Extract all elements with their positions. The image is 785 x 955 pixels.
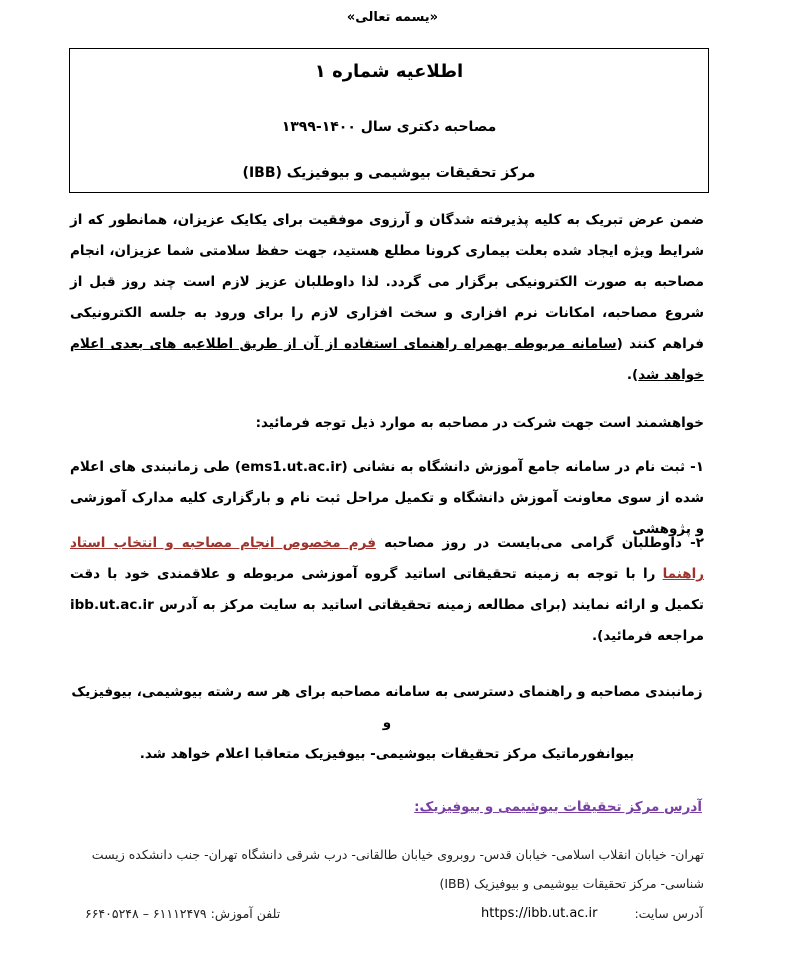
schedule-line-1: زمانبندی مصاحبه و راهنمای دسترسی به سامانه مصاحبه برای هر سه رشته بیوشیمی، بیوفیزیک و	[71, 684, 703, 731]
intro-paragraph	[70, 205, 704, 391]
center-name: مرکز تحقیقات بیوشیمی و بیوفیزیک (IBB)	[242, 165, 536, 181]
item-2	[70, 528, 704, 652]
notice-title: اطلاعیه شماره ۱	[314, 61, 464, 82]
notice-subtitle: مصاحبه دکتری سال ۱۴۰۰-۱۳۹۹	[281, 119, 497, 135]
website-link[interactable]: https://ibb.ut.ac.ir	[481, 906, 598, 921]
ems-link[interactable]: ems1.ut.ac.ir	[241, 459, 342, 475]
schedule-paragraph	[70, 677, 704, 770]
phone-number: ۶۱۱۱۲۴۷۹ – ۶۶۴۰۵۲۴۸	[85, 906, 207, 921]
phone-line	[85, 906, 280, 921]
item-1-text-b: ) طی زمانبندی های اعلام شده از سوی معاونت آموزش دانشگاه و تکمیل مراحل ثبت نام و بارگزاری کلیه مدارک آموزشی و پژوهشی	[70, 459, 704, 537]
intro-underlined-note: سامانه مربوطه بهمراه راهنمای استفاده از آن از طریق اطلاعیه های بعدی اعلام خواهد شد	[70, 336, 704, 383]
ibb-site-link[interactable]: ibb.ut.ac.ir	[70, 597, 154, 613]
address-heading: آدرس مرکز تحقیقات بیوشیمی و بیوفیزیک:	[414, 799, 702, 815]
notice-heading: خواهشمند است جهت شرکت در مصاحبه به موارد ذیل توجه فرمائید:	[255, 415, 704, 431]
item-2-text-a: ۲- داوطلبان گرامی می‌بایست در روز مصاحبه	[375, 535, 704, 551]
interview-form-link[interactable]: فرم مخصوص انجام مصاحبه و انتخاب استاد راهنما	[70, 535, 704, 582]
phone-label: تلفن آموزش:	[210, 906, 281, 921]
item-2-text-b: را با توجه به زمینه تحقیقاتی اساتید گروه آموزشی مربوطه و علاقمندی خود با دقت تکمیل و ارائه نمایند (برای مطالعه زمینه تحقیقاتی اساتید به سایت مرکز به آدرس	[70, 566, 704, 613]
website-label: آدرس سایت:	[634, 906, 703, 921]
title-box	[69, 48, 709, 193]
intro-tail: ).	[626, 367, 639, 383]
item-2-text-c: مراجعه فرمائید).	[592, 628, 704, 644]
intro-text: ضمن عرض تبریک به کلیه پذیرفته شدگان و آرزوی موفقیت برای یکایک عزیزان، همانطور که از شرایط ویژه ایجاد شده بعلت بیماری کرونا مطلع هستید، جهت حفظ سلامتی شما عزیزان، انجام مصاحبه به صورت الکترونیکی برگزار می گردد. لذا داوطلبان عزیز لازم است چند روز قبل از شروع مصاحبه، امکانات نرم افزاری و سخت افزاری لازم را برای ورود به جلسه الکترونیکی فراهم کنند (	[70, 212, 704, 352]
top-phrase: «یسمه تعالی»	[346, 10, 439, 25]
schedule-line-2: بیوانفورماتیک مرکز تحقیقات بیوشیمی- بیوفیزیک متعاقبا اعلام خواهد شد.	[139, 746, 635, 762]
item-1-text-a: ۱- ثبت نام در سامانه جامع آموزش دانشگاه به نشانی (	[341, 459, 704, 475]
address-body: تهران- خیابان انقلاب اسلامی- خیابان قدس- روبروی خیابان طالقانی- درب شرقی دانشگاه تهران- جنب دانشکده زیست شناسی- مرکز تحقیقات بیوشیمی و بیوفیزیک (IBB)	[91, 847, 704, 891]
